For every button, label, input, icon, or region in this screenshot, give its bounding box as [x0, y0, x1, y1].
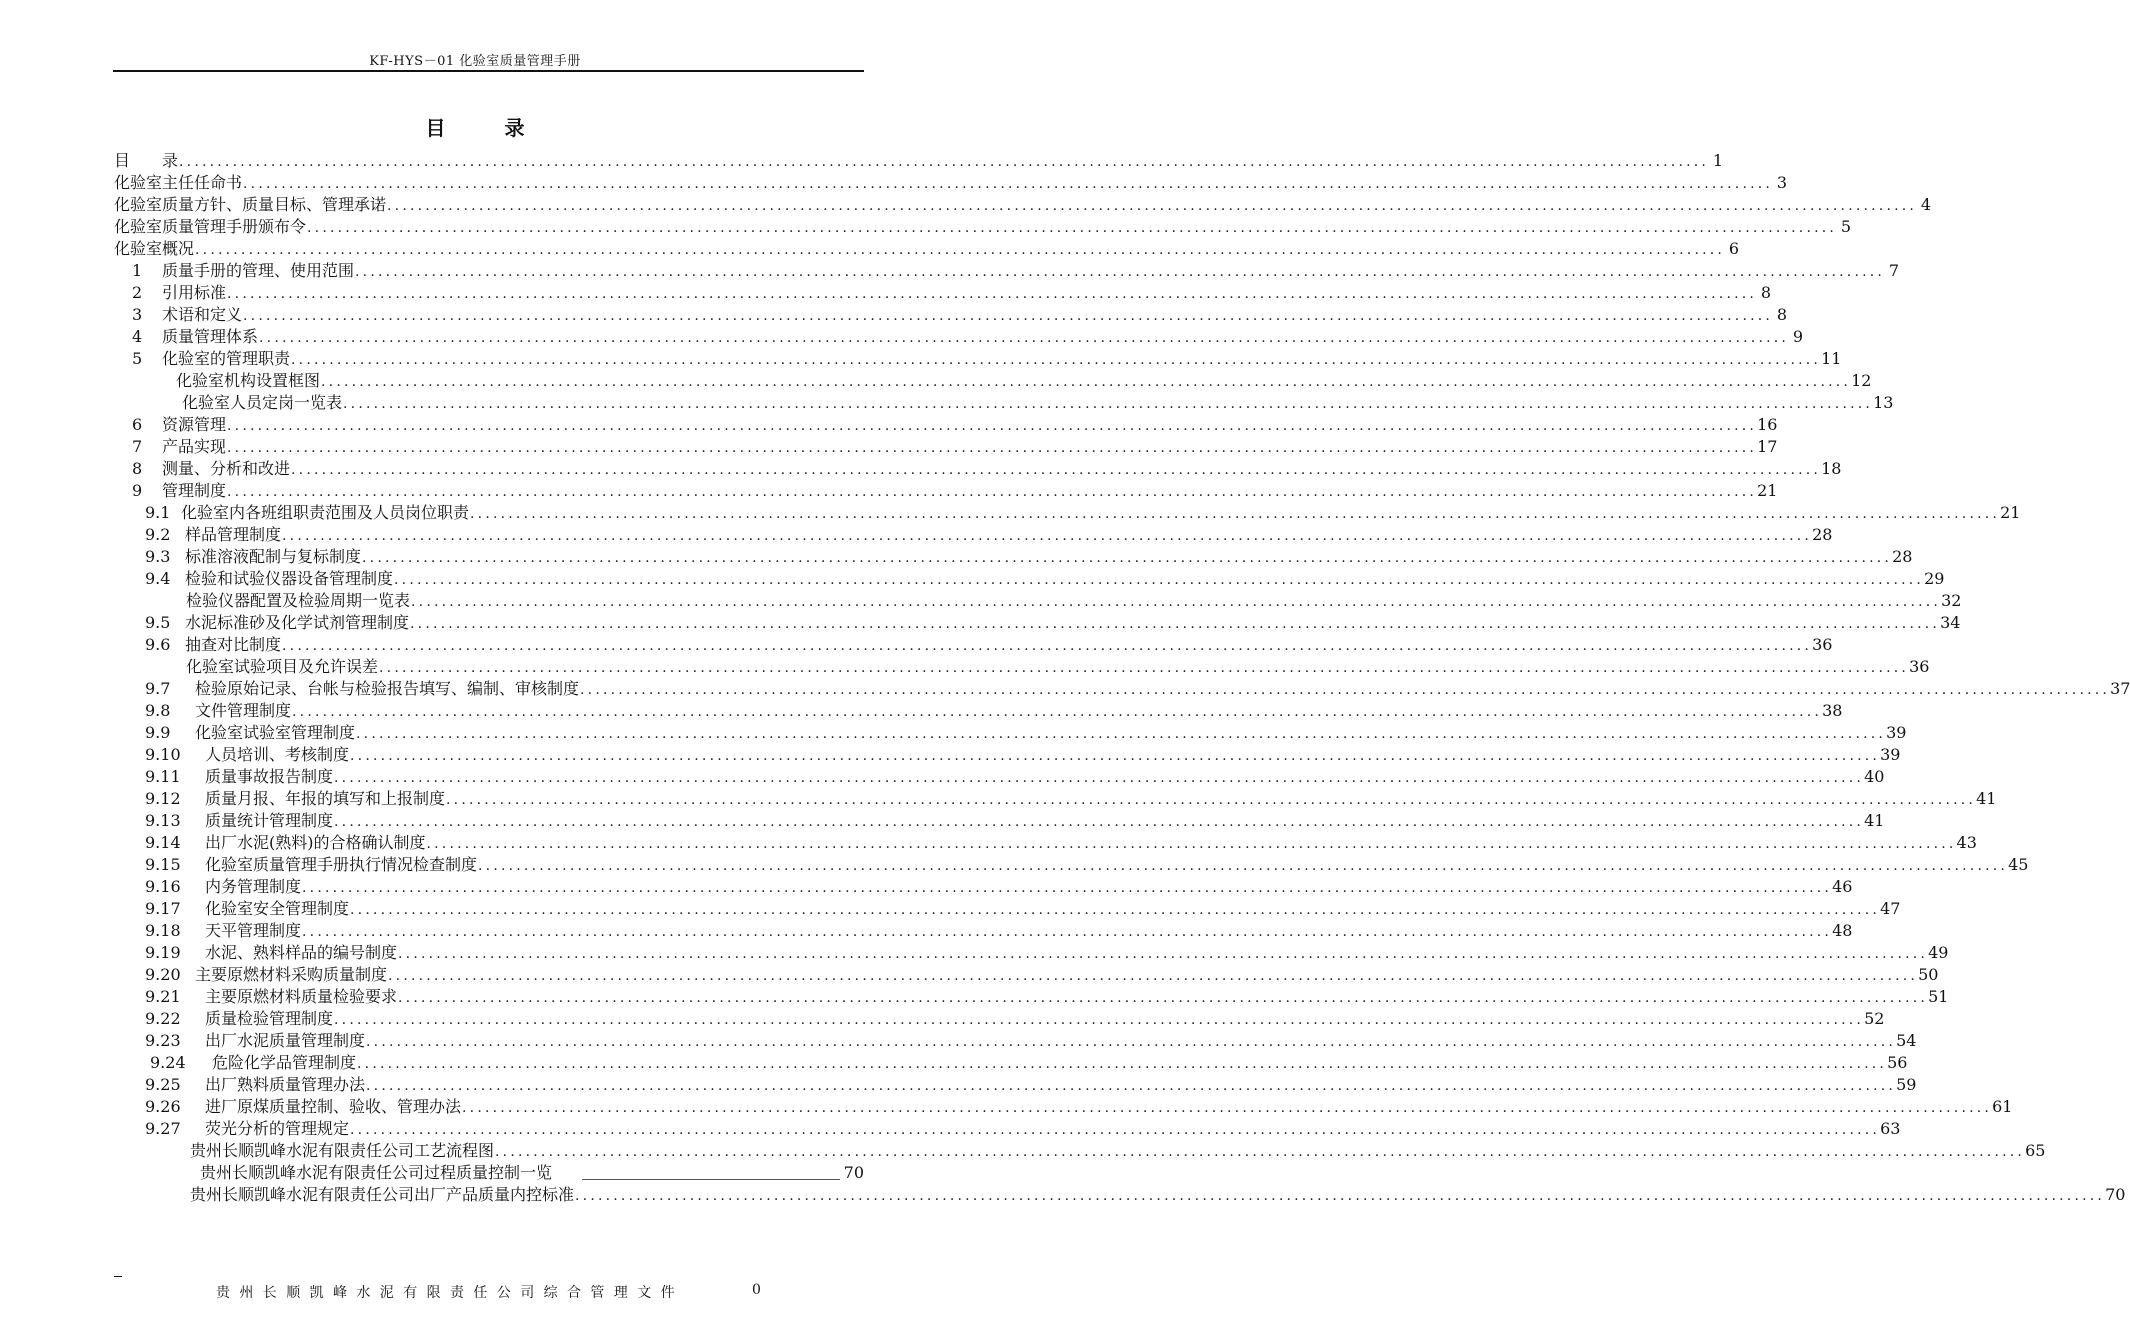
toc-entry[interactable] [145, 1008, 1885, 1030]
toc-leader-line [582, 1179, 840, 1180]
toc-leader-dots: ........................................................................................................................................................................................................ [292, 704, 1823, 720]
toc-entry-label: 文件管理制度 [195, 701, 292, 720]
toc-entry-page: 45 [2008, 855, 2029, 874]
toc-leader-dots: ........................................................................................................................................................................................................ [227, 286, 1758, 302]
toc-entry-number: 9.16 [145, 877, 181, 896]
toc-entry-label: 检验原始记录、台帐与检验报告填写、编制、审核制度 [195, 679, 580, 698]
toc-entry-number: 9.2 [145, 525, 171, 544]
toc-entry-label: 进厂原煤质量控制、验收、管理办法 [205, 1097, 462, 1116]
toc-entry-page: 49 [1928, 943, 1949, 962]
toc-entry[interactable] [132, 414, 1778, 436]
toc-leader-dots: ........................................................................................................................................................................................................ [411, 594, 1942, 610]
toc-leader-dots: ........................................................................................................................................................................................................ [580, 682, 2111, 698]
toc-leader-dots: ........................................................................................................................................................................................................ [495, 1144, 2026, 1160]
toc-entry-number: 2 [132, 283, 143, 302]
toc-entry-page: 5 [1840, 217, 1852, 236]
toc-entry-number: 9.20 [145, 965, 181, 984]
toc-entry-label: 人员培训、考核制度 [205, 745, 350, 764]
toc-entry-number: 9.26 [145, 1097, 181, 1116]
toc-entry-page: 18 [1821, 459, 1842, 478]
toc-leader-dots: ........................................................................................................................................................................................................ [426, 836, 1957, 852]
footer-mark [114, 1276, 122, 1277]
toc-entry-page: 54 [1896, 1031, 1917, 1050]
toc-leader-dots: ........................................................................................................................................................................................................ [282, 528, 1813, 544]
toc-leader-dots: ........................................................................................................................................................................................................ [366, 1034, 1897, 1050]
toc-entry[interactable] [145, 1030, 1917, 1052]
toc-entry-number: 9.8 [145, 701, 171, 720]
toc-leader-dots: ........................................................................................................................................................................................................ [227, 418, 1758, 434]
toc-entry-label: 化验室试验室管理制度 [195, 723, 356, 742]
toc-entry-number: 9.7 [145, 679, 171, 698]
toc-leader-dots: ........................................................................................................................................................................................................ [410, 616, 1941, 632]
toc-entry-page: 41 [1976, 789, 1997, 808]
toc-entry-number: 9.10 [145, 745, 181, 764]
toc-entry[interactable] [182, 392, 1894, 414]
toc-entry-number: 7 [132, 437, 143, 456]
toc-entry-page: 52 [1864, 1009, 1885, 1028]
toc-entry-label: 目 录 [114, 151, 179, 170]
toc-leader-dots: ........................................................................................................................................................................................................ [321, 374, 1852, 390]
toc-entry[interactable] [200, 1162, 864, 1184]
toc-leader-dots: ........................................................................................................................................................................................................ [470, 506, 2001, 522]
toc-entry-label: 化验室机构设置框图 [176, 371, 321, 390]
toc-leader-dots: ........................................................................................................................................................................................................ [350, 902, 1881, 918]
toc-entry-label: 管理制度 [162, 481, 227, 500]
toc-entry[interactable] [132, 282, 1772, 304]
toc-entry-page: 3 [1776, 173, 1788, 192]
toc-leader-dots: ........................................................................................................................................................................................................ [291, 352, 1822, 368]
toc-entry-label: 天平管理制度 [205, 921, 302, 940]
toc-entry-label: 化验室主任任命书 [114, 173, 243, 192]
toc-leader-dots: ........................................................................................................................................................................................................ [334, 814, 1865, 830]
toc-entry-number: 9.9 [145, 723, 171, 742]
toc-entry-number: 9 [132, 481, 143, 500]
toc-entry-page: 47 [1880, 899, 1901, 918]
toc-entry-page: 11 [1821, 349, 1842, 368]
toc-entry-page: 21 [2000, 503, 2021, 522]
toc-leader-dots: ........................................................................................................................................................................................................ [387, 198, 1918, 214]
toc-leader-dots: ........................................................................................................................................................................................................ [302, 924, 1833, 940]
toc-entry-page: 38 [1822, 701, 1843, 720]
toc-entry-page: 65 [2025, 1141, 2046, 1160]
toc-entry-page: 50 [1918, 965, 1939, 984]
toc-leader-dots: ........................................................................................................................................................................................................ [343, 396, 1874, 412]
toc-entry-label: 资源管理 [162, 415, 227, 434]
toc-entry[interactable] [145, 942, 1949, 964]
toc-entry-number: 9.4 [145, 569, 171, 588]
toc-entry-number: 6 [132, 415, 143, 434]
toc-entry-page: 46 [1832, 877, 1853, 896]
toc-entry-label: 质量统计管理制度 [205, 811, 334, 830]
toc-entry-page: 28 [1812, 525, 1833, 544]
toc-entry[interactable] [145, 1074, 1917, 1096]
toc-leader-dots: ........................................................................................................................................................................................................ [388, 968, 1919, 984]
toc-entry-label: 化验室质量管理手册执行情况检查制度 [205, 855, 478, 874]
toc-entry-label: 水泥、熟料样品的编号制度 [205, 943, 398, 962]
toc-entry-label: 质量事故报告制度 [205, 767, 334, 786]
toc-entry-label: 样品管理制度 [185, 525, 282, 544]
toc-entry[interactable] [132, 326, 1804, 348]
toc-entry-label: 化验室概况 [114, 239, 195, 258]
toc-entry-label: 主要原燃材料质量检验要求 [205, 987, 398, 1006]
toc-entry-page: 6 [1728, 239, 1740, 258]
toc-entry-label: 内务管理制度 [205, 877, 302, 896]
toc-entry-page: 37 [2110, 679, 2130, 698]
toc-entry-label: 出厂熟料质量管理办法 [205, 1075, 366, 1094]
toc-entry-label: 标准溶液配制与复标制度 [185, 547, 362, 566]
toc-leader-dots: ........................................................................................................................................................................................................ [302, 880, 1833, 896]
toc-entry-label: 化验室安全管理制度 [205, 899, 350, 918]
toc-entry[interactable] [145, 1096, 2013, 1118]
toc-entry-label: 出厂水泥质量管理制度 [205, 1031, 366, 1050]
toc-entry[interactable] [145, 524, 1833, 546]
toc-entry-number: 9.18 [145, 921, 181, 940]
toc-entry-label: 质量手册的管理、使用范围 [162, 261, 355, 280]
toc-entry[interactable] [132, 304, 1788, 326]
toc-entry[interactable] [145, 1118, 1901, 1140]
toc-entry[interactable] [145, 964, 1939, 986]
toc-entry[interactable] [132, 458, 1842, 480]
toc-entry-label: 检验和试验仪器设备管理制度 [185, 569, 394, 588]
toc-entry[interactable] [132, 260, 1900, 282]
toc-entry-label: 水泥标准砂及化学试剂管理制度 [185, 613, 410, 632]
toc-entry[interactable] [145, 810, 1885, 832]
footer-text: 贵州长顺凯峰水泥有限责任公司综合管理文件 [216, 1285, 684, 1301]
toc-entry-number: 9.11 [145, 767, 181, 786]
toc-entry[interactable] [145, 678, 2130, 700]
toc-entry-page: 16 [1757, 415, 1778, 434]
toc-entry-number: 3 [132, 305, 143, 324]
toc-entry-number: 9.25 [145, 1075, 181, 1094]
toc-entry-label: 产品实现 [162, 437, 227, 456]
toc-leader-dots: ........................................................................................................................................................................................................ [350, 748, 1881, 764]
toc-entry-label: 化验室试验项目及允许误差 [186, 657, 379, 676]
toc-entry[interactable] [145, 766, 1885, 788]
toc-entry[interactable] [145, 876, 1853, 898]
toc-entry-label: 测量、分析和改进 [162, 459, 291, 478]
toc-leader-dots: ........................................................................................................................................................................................................ [195, 242, 1726, 258]
toc-entry-page: 48 [1832, 921, 1853, 940]
toc-entry[interactable] [114, 172, 1788, 194]
toc-entry-page: 70 [843, 1163, 864, 1182]
toc-leader-dots: ........................................................................................................................................................................................................ [334, 1012, 1865, 1028]
toc-entry-page: 51 [1928, 987, 1949, 1006]
toc-title: 目 录 [425, 116, 551, 140]
toc-entry-page: 39 [1886, 723, 1907, 742]
toc-leader-dots: ........................................................................................................................................................................................................ [446, 792, 1977, 808]
toc-leader-dots: ........................................................................................................................................................................................................ [179, 154, 1710, 170]
toc-leader-dots: ........................................................................................................................................................................................................ [307, 220, 1838, 236]
toc-entry[interactable] [145, 744, 1901, 766]
toc-entry-number: 9.6 [145, 635, 171, 654]
toc-entry-number: 8 [132, 459, 143, 478]
toc-entry-page: 39 [1880, 745, 1901, 764]
toc-entry-number: 9.21 [145, 987, 181, 1006]
toc-entry[interactable] [132, 436, 1778, 458]
toc-leader-dots: ........................................................................................................................................................................................................ [282, 638, 1813, 654]
toc-leader-dots: ........................................................................................................................................................................................................ [362, 550, 1893, 566]
toc-entry-page: 7 [1888, 261, 1900, 280]
toc-leader-dots: ........................................................................................................................................................................................................ [379, 660, 1910, 676]
toc-entry[interactable] [132, 480, 1778, 502]
toc-entry-page: 29 [1924, 569, 1945, 588]
toc-entry[interactable] [132, 348, 1842, 370]
toc-entry-page: 36 [1812, 635, 1833, 654]
toc-entry-label: 主要原燃材料采购质量制度 [195, 965, 388, 984]
toc-entry-number: 9.24 [150, 1053, 186, 1072]
toc-entry[interactable] [114, 238, 1740, 260]
toc-leader-dots: ........................................................................................................................................................................................................ [478, 858, 2009, 874]
toc-entry-page: 21 [1757, 481, 1778, 500]
toc-entry-label: 出厂水泥(熟料)的合格确认制度 [205, 833, 426, 852]
toc-entry-label: 荧光分析的管理规定 [205, 1119, 350, 1138]
toc-entry-label: 检验仪器配置及检验周期一览表 [186, 591, 411, 610]
toc-leader-dots: ........................................................................................................................................................................................................ [243, 176, 1774, 192]
toc-entry-page: 70 [2105, 1185, 2126, 1204]
toc-entry-number: 9.5 [145, 613, 171, 632]
toc-entry-number: 9.15 [145, 855, 181, 874]
toc-leader-dots: ........................................................................................................................................................................................................ [259, 330, 1790, 346]
toc-leader-dots: ........................................................................................................................................................................................................ [291, 462, 1822, 478]
toc-entry-page: 34 [1940, 613, 1961, 632]
toc-entry-number: 9.12 [145, 789, 181, 808]
toc-entry[interactable] [190, 1140, 2046, 1162]
toc-entry-label: 抽查对比制度 [185, 635, 282, 654]
toc-entry-label: 贵州长顺凯峰水泥有限责任公司过程质量控制一览 [200, 1163, 553, 1182]
toc-entry-page: 56 [1887, 1053, 1908, 1072]
toc-entry-page: 59 [1896, 1075, 1917, 1094]
toc-leader-dots: ........................................................................................................................................................................................................ [334, 770, 1865, 786]
toc-entry[interactable] [150, 1052, 1908, 1074]
toc-entry-number: 9.27 [145, 1119, 181, 1138]
toc-entry-number: 9.22 [145, 1009, 181, 1028]
toc-entry[interactable] [176, 370, 1872, 392]
toc-entry[interactable] [145, 700, 1843, 722]
toc-entry-label: 化验室的管理职责 [162, 349, 291, 368]
toc-entry[interactable] [114, 216, 1852, 238]
toc-entry-page: 8 [1760, 283, 1772, 302]
toc-leader-dots: ........................................................................................................................................................................................................ [356, 726, 1887, 742]
toc-entry-number: 9.17 [145, 899, 181, 918]
toc-entry-page: 17 [1757, 437, 1778, 456]
toc-entry-label: 化验室质量管理手册颁布令 [114, 217, 307, 236]
toc-entry-page: 36 [1909, 657, 1930, 676]
toc-entry-number: 9.19 [145, 943, 181, 962]
toc-entry-label: 引用标准 [162, 283, 227, 302]
toc-entry[interactable] [190, 1184, 2126, 1206]
toc-entry-page: 9 [1792, 327, 1804, 346]
toc-entry[interactable] [186, 590, 1962, 612]
toc-leader-dots: ........................................................................................................................................................................................................ [243, 308, 1774, 324]
toc-entry-page: 13 [1873, 393, 1894, 412]
toc-entry[interactable] [145, 898, 1901, 920]
toc-leader-dots: ........................................................................................................................................................................................................ [227, 440, 1758, 456]
toc-entry-number: 9.1 [145, 503, 171, 522]
toc-leader-dots: ........................................................................................................................................................................................................ [355, 264, 1886, 280]
toc-entry-page: 41 [1864, 811, 1885, 830]
toc-entry-label: 质量管理体系 [162, 327, 259, 346]
footer-page-number: 0 [752, 1282, 761, 1298]
toc-entry-page: 12 [1851, 371, 1872, 390]
toc-leader-dots: ........................................................................................................................................................................................................ [575, 1188, 2106, 1204]
toc-entry-number: 9.13 [145, 811, 181, 830]
toc-entry-label: 贵州长顺凯峰水泥有限责任公司工艺流程图 [190, 1141, 495, 1160]
toc-entry[interactable] [145, 546, 1913, 568]
toc-entry[interactable] [114, 194, 1932, 216]
toc-entry-number: 9.14 [145, 833, 181, 852]
toc-entry-label: 化验室内各班组职责范围及人员岗位职责 [181, 503, 470, 522]
toc-entry-label: 贵州长顺凯峰水泥有限责任公司出厂产品质量内控标准 [190, 1185, 575, 1204]
toc-leader-dots: ........................................................................................................................................................................................................ [227, 484, 1758, 500]
toc-leader-dots: ........................................................................................................................................................................................................ [398, 990, 1929, 1006]
toc-entry-page: 8 [1776, 305, 1788, 324]
toc-entry[interactable] [145, 568, 1945, 590]
toc-entry-page: 32 [1941, 591, 1962, 610]
toc-entry-label: 化验室质量方针、质量目标、管理承诺 [114, 195, 387, 214]
toc-leader-dots: ........................................................................................................................................................................................................ [357, 1056, 1888, 1072]
toc-entry[interactable] [145, 788, 1997, 810]
toc-entry-page: 43 [1956, 833, 1977, 852]
toc-leader-dots: ........................................................................................................................................................................................................ [366, 1078, 1897, 1094]
toc-entry-label: 质量月报、年报的填写和上报制度 [205, 789, 446, 808]
toc-leader-dots: ........................................................................................................................................................................................................ [398, 946, 1929, 962]
toc-entry[interactable] [145, 986, 1949, 1008]
toc-entry-label: 化验室人员定岗一览表 [182, 393, 343, 412]
toc-entry[interactable] [145, 634, 1833, 656]
toc-entry[interactable] [145, 722, 1907, 744]
toc-entry-page: 61 [1992, 1097, 2013, 1116]
toc-entry-number: 5 [132, 349, 143, 368]
running-header: KF-HYS－01 化验室质量管理手册 [369, 54, 581, 69]
toc-entry-number: 9.3 [145, 547, 171, 566]
toc-entry-number: 4 [132, 327, 143, 346]
toc-entry[interactable] [145, 832, 1977, 854]
toc-entry[interactable] [186, 656, 1930, 678]
toc-entry[interactable] [145, 612, 1961, 634]
toc-leader-dots: ........................................................................................................................................................................................................ [462, 1100, 1993, 1116]
toc-entry[interactable] [114, 150, 1724, 172]
toc-entry-label: 危险化学品管理制度 [212, 1053, 357, 1072]
toc-leader-dots: ........................................................................................................................................................................................................ [350, 1122, 1881, 1138]
toc-entry-page: 1 [1712, 151, 1724, 170]
toc-entry-label: 术语和定义 [162, 305, 243, 324]
toc-entry-page: 40 [1864, 767, 1885, 786]
toc-entry-number: 9.23 [145, 1031, 181, 1050]
toc-entry-label: 质量检验管理制度 [205, 1009, 334, 1028]
toc-entry-page: 28 [1892, 547, 1913, 566]
toc-entry-number: 1 [132, 261, 143, 280]
toc-entry-page: 4 [1920, 195, 1932, 214]
toc-entry[interactable] [145, 502, 2021, 524]
header-rule [113, 70, 864, 72]
toc-entry[interactable] [145, 920, 1853, 942]
toc-entry-page: 63 [1880, 1119, 1901, 1138]
toc-leader-dots: ........................................................................................................................................................................................................ [394, 572, 1925, 588]
toc-entry[interactable] [145, 854, 2029, 876]
